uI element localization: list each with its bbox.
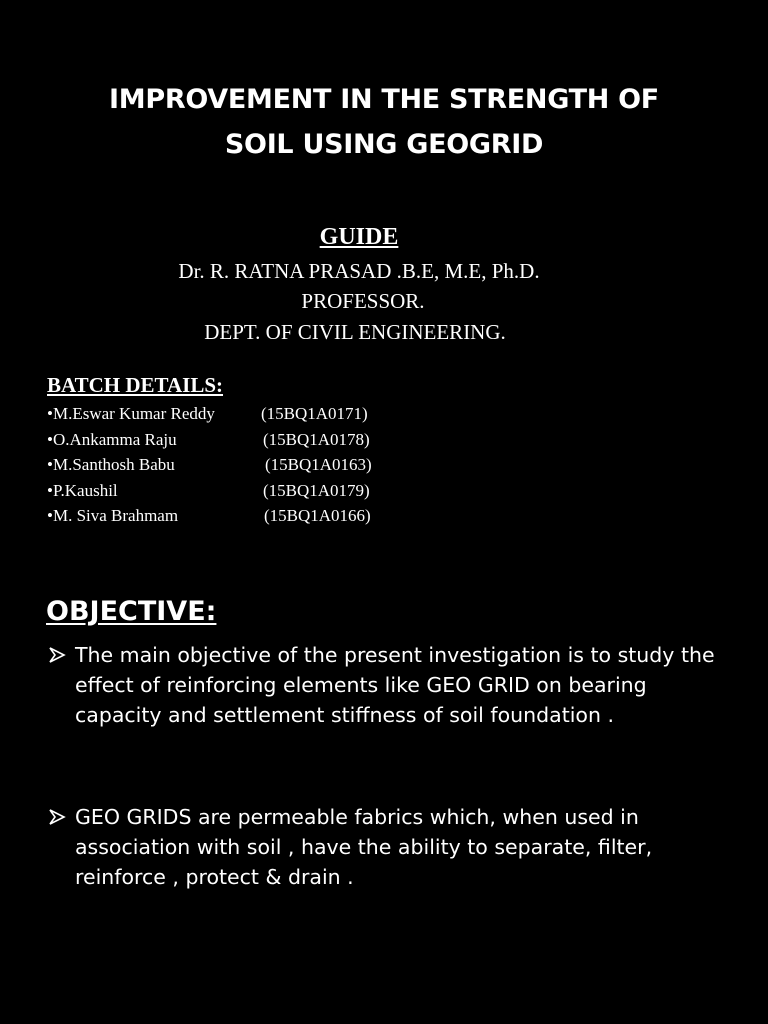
guide-department: DEPT. OF CIVIL ENGINEERING.: [204, 320, 506, 344]
bullet-icon: •: [47, 429, 53, 449]
objective-text: The main objective of the present investigation is to study the effect of reinforcing elements like GEO GRID on bearing capacity and settlement stiffness of soil foundation .: [75, 643, 715, 727]
arrow-bullet-icon: [48, 802, 72, 825]
title-line-2: SOIL USING GEOGRID: [224, 129, 544, 160]
objective-heading: OBJECTIVE:: [46, 596, 217, 627]
batch-member: [47, 478, 370, 504]
batch-member: [47, 452, 372, 478]
guide-heading: GUIDE: [319, 224, 399, 250]
slide-title: [40, 77, 728, 167]
member-id: (15BQ1A0179): [263, 480, 370, 500]
member-name: M.Eswar Kumar Reddy: [52, 404, 215, 423]
objective-item: [48, 640, 738, 730]
member-name: M.Santhosh Babu: [52, 455, 175, 474]
member-id: (15BQ1A0178): [263, 429, 370, 449]
guide-role: PROFESSOR.: [301, 289, 425, 313]
member-id: (15BQ1A0166): [264, 506, 371, 525]
batch-details-heading: BATCH DETAILS:: [47, 373, 224, 397]
member-id: (15BQ1A0171): [261, 404, 368, 423]
member-name: O.Ankamma Raju: [52, 429, 177, 449]
title-line-1: IMPROVEMENT IN THE STRENGTH OF: [109, 84, 659, 115]
batch-member: [47, 503, 371, 529]
member-name: M. Siva Brahmam: [52, 506, 179, 525]
objective-text: GEO GRIDS are permeable fabrics which, when used in association with soil , have the ability to separate, filter, reinforce , protect & drain .: [75, 805, 653, 889]
guide-name: Dr. R. RATNA PRASAD .B.E, M.E, Ph.D.: [178, 259, 540, 283]
batch-member: [47, 401, 368, 427]
member-name: P.Kaushil: [52, 480, 118, 500]
bullet-icon: •: [47, 480, 53, 500]
bullet-icon: •: [47, 506, 53, 525]
member-id: (15BQ1A0163): [265, 455, 372, 474]
arrow-bullet-icon: [48, 640, 72, 663]
bullet-icon: •: [47, 404, 53, 423]
bullet-icon: •: [47, 455, 53, 474]
batch-member-list: [47, 401, 372, 529]
batch-member: [47, 427, 370, 453]
objective-item: [48, 802, 738, 892]
